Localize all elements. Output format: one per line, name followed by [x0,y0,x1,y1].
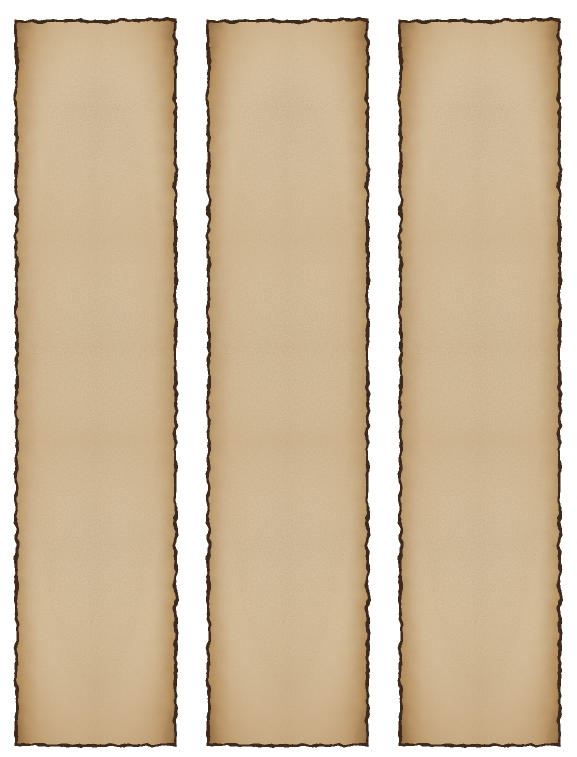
parchment-strip-3 [396,16,564,750]
parchment-strip-1 [12,16,180,750]
parchment-strip-3-graphic [396,16,564,750]
parchment-strip-2 [204,16,372,750]
parchment-strip-1-graphic [12,16,180,750]
parchment-strip-2-graphic [204,16,372,750]
